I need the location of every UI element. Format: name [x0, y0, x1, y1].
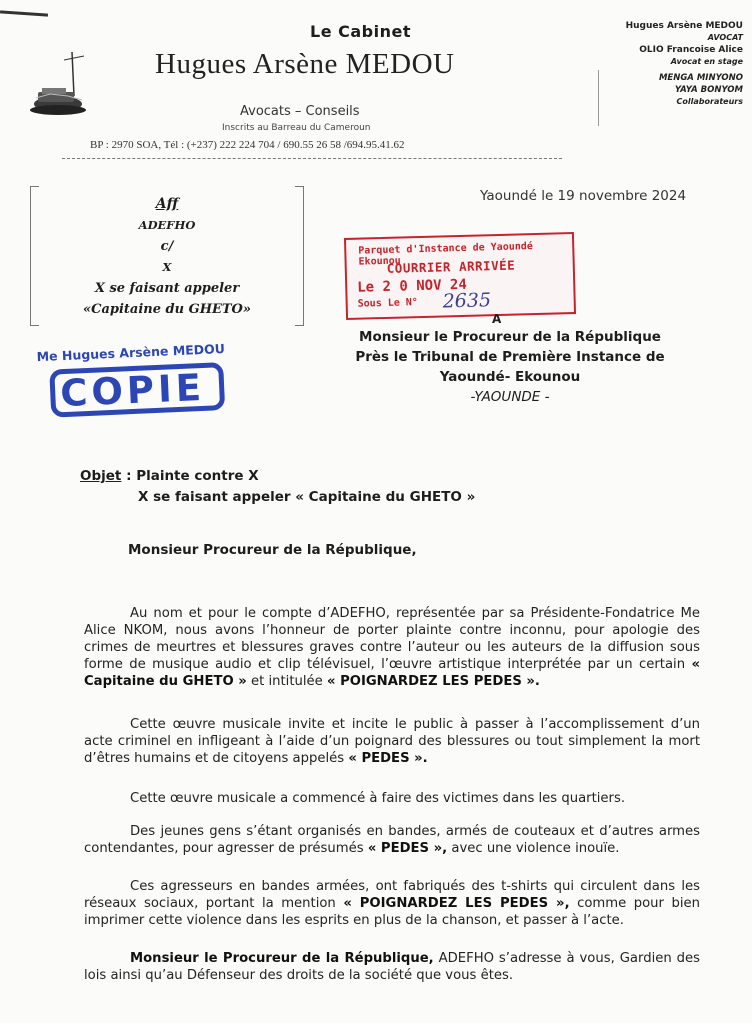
- paragraph: Cette œuvre musicale a commencé à faire des victimes dans les quartiers.: [130, 791, 626, 806]
- addressee-line: Près le Tribunal de Première Instance de: [355, 349, 665, 365]
- addressee-city: -YAOUNDE -: [470, 389, 550, 405]
- subject-block: [80, 466, 475, 508]
- lawyers-divider: [598, 70, 599, 126]
- lawyer-name: Hugues Arsène MEDOU: [625, 21, 743, 31]
- stamp-number: 2635: [442, 289, 492, 313]
- scan-mark: [0, 10, 48, 16]
- subject-label: Objet: [80, 468, 122, 484]
- stamp-number-label: Sous Le N°: [357, 297, 419, 310]
- case-plaintiff: ADEFHO: [138, 218, 196, 232]
- addressee-line: Yaoundé- Ekounou: [439, 369, 581, 385]
- case-aff: Aff: [155, 196, 179, 212]
- subject-line-1: : Plainte contre X: [126, 468, 259, 484]
- addressee-line: Monsieur le Procureur de la République: [359, 329, 661, 345]
- firm-label: Le Cabinet: [310, 22, 411, 41]
- case-line-2: «Capitaine du GHETO»: [82, 302, 252, 317]
- received-stamp: [344, 232, 576, 320]
- firm-subtitle: Avocats – Conseils: [240, 104, 360, 119]
- lawyer-name: OLIO Francoise Alice: [639, 45, 743, 55]
- collaborator-name: MENGA MINYONO: [658, 73, 743, 83]
- firm-bar-registration: Inscrits au Barreau du Cameroun: [222, 123, 371, 133]
- copy-stamp: [36, 341, 229, 429]
- lawyer-role: AVOCAT: [707, 33, 743, 42]
- lawyers-list: [568, 20, 743, 108]
- scales-logo-icon: [28, 48, 90, 122]
- lawyer-role: Avocat en stage: [670, 57, 743, 66]
- addressee-prefix: A: [492, 312, 502, 326]
- firm-name: Hugues Arsène MEDOU: [155, 48, 455, 80]
- copy-stamp-word: COPIE: [59, 365, 206, 416]
- case-defendant: X: [162, 260, 172, 274]
- paragraph: Au nom et pour le compte d’ADEFHO, représentée par sa Présidente-Fondatrice Me Alice NKOM, nous avons l’honneur de porter plainte contre inconnu, pour apologie des crimes de meurtres et blessures graves contre l’auteur ou les auteurs de la diffusion sous forme de musique audio et clip télévisuel, l’œuvre artistique interprétée par un certain « Capitaine du GHETO » et intitulée « POIGNARDEZ LES PEDES ».: [84, 606, 700, 689]
- case-versus: c/: [160, 239, 174, 254]
- stamp-date: Le 2 0 NOV 24: [357, 276, 468, 296]
- subject-line-2: X se faisant appeler « Capitaine du GHETO »: [138, 489, 476, 505]
- addressee-block: [340, 327, 680, 407]
- header-divider: [62, 158, 562, 159]
- paragraph: Monsieur le Procureur de la République, ADEFHO s’adresse à vous, Gardien des lois ainsi qu’au Défenseur des droits de la société que vous êtes.: [84, 951, 700, 983]
- case-reference-box: [30, 186, 304, 324]
- stamp-courrier: COURRIER ARRIVÉE: [386, 257, 516, 276]
- copy-stamp-name: Me Hugues Arsène MEDOU: [36, 340, 226, 365]
- paragraph: Des jeunes gens s’étant organisés en bandes, armés de couteaux et d’autres armes contendantes, pour agresser de présumés « PEDES », avec une violence inouïe.: [84, 824, 700, 856]
- salutation: Monsieur Procureur de la République,: [128, 542, 417, 558]
- firm-address: BP : 2970 SOA, Tél : (+237) 222 224 704 / 690.55 26 58 /694.95.41.62: [90, 139, 405, 151]
- letter-date: Yaoundé le 19 novembre 2024: [480, 188, 687, 204]
- collaborators-label: Collaborateurs: [676, 97, 743, 106]
- paragraph: Cette œuvre musicale invite et incite le public à passer à l’accomplissement d’un acte criminel en infligeant à l’aide d’un poignard des blessures ou tout simplement la mort d’êtres humains et de citoyens appelés « PEDES ».: [84, 717, 700, 766]
- collaborator-name: YAYA BONYOM: [674, 85, 743, 95]
- case-line-1: X se faisant appeler: [94, 281, 240, 296]
- stamp-office: Parquet d'Instance de Yaoundé Ekounou: [358, 241, 534, 268]
- paragraph: Ces agresseurs en bandes armées, ont fabriqués des t-shirts qui circulent dans les réseaux sociaux, portant la mention « POIGNARDEZ LES PEDES », comme pour bien imprimer cette violence dans les esprits en plus de la chanson, et passer à l’acte.: [84, 879, 700, 928]
